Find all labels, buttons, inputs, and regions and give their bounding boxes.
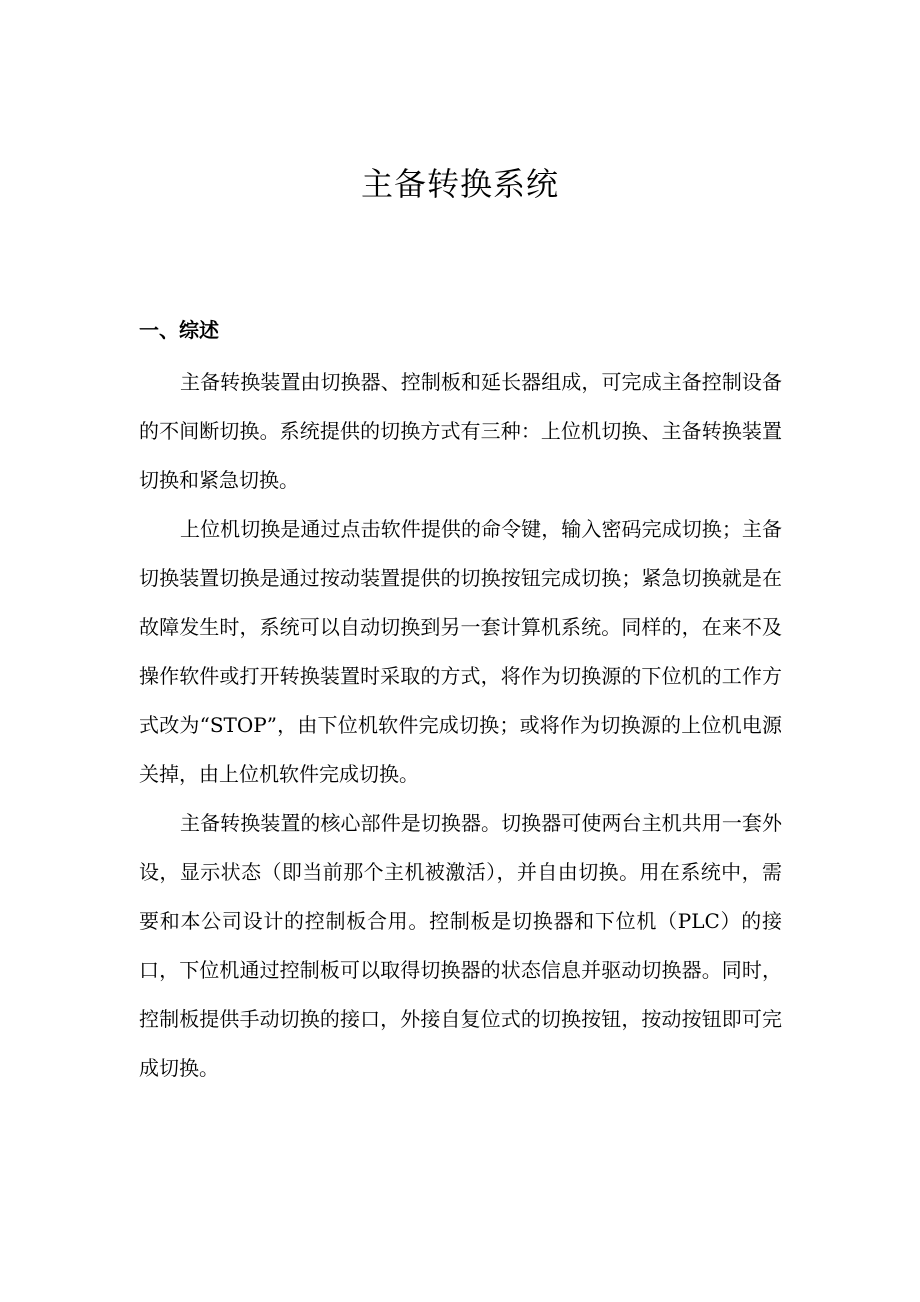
section-heading: 一、综述 bbox=[139, 318, 219, 342]
section-body bbox=[139, 358, 782, 1093]
paragraph-core-component: 主备转换装置的核心部件是切换器。切换器可使两台主机共用一套外设，显示状态（即当前那个主机被激活），并自由切换。用在系统中，需要和本公司设计的控制板合用。控制板是切换器和下位机（PLC）的接口，下位机通过控制板可以取得切换器的状态信息并驱动切换器。同时，控制板提供手动切换的接口，外接自复位式的切换按钮，按动按钮即可完成切换。 bbox=[139, 811, 782, 1080]
paragraph-switch-modes: 上位机切换是通过点击软件提供的命令键，输入密码完成切换；主备切换装置切换是通过按动装置提供的切换按钮完成切换；紧急切换就是在故障发生时，系统可以自动切换到另一套计算机系统。同样的，在来不及操作软件或打开转换装置时采取的方式，将作为切换源的下位机的工作方式改为“STOP”，由下位机软件完成切换；或将作为切换源的上位机电源关掉，由上位机软件完成切换。 bbox=[139, 517, 782, 786]
paragraph-overview: 主备转换装置由切换器、控制板和延长器组成，可完成主备控制设备的不间断切换。系统提供的切换方式有三种：上位机切换、主备转换装置切换和紧急切换。 bbox=[139, 370, 782, 492]
page-title: 主备转换系统 bbox=[360, 165, 559, 203]
